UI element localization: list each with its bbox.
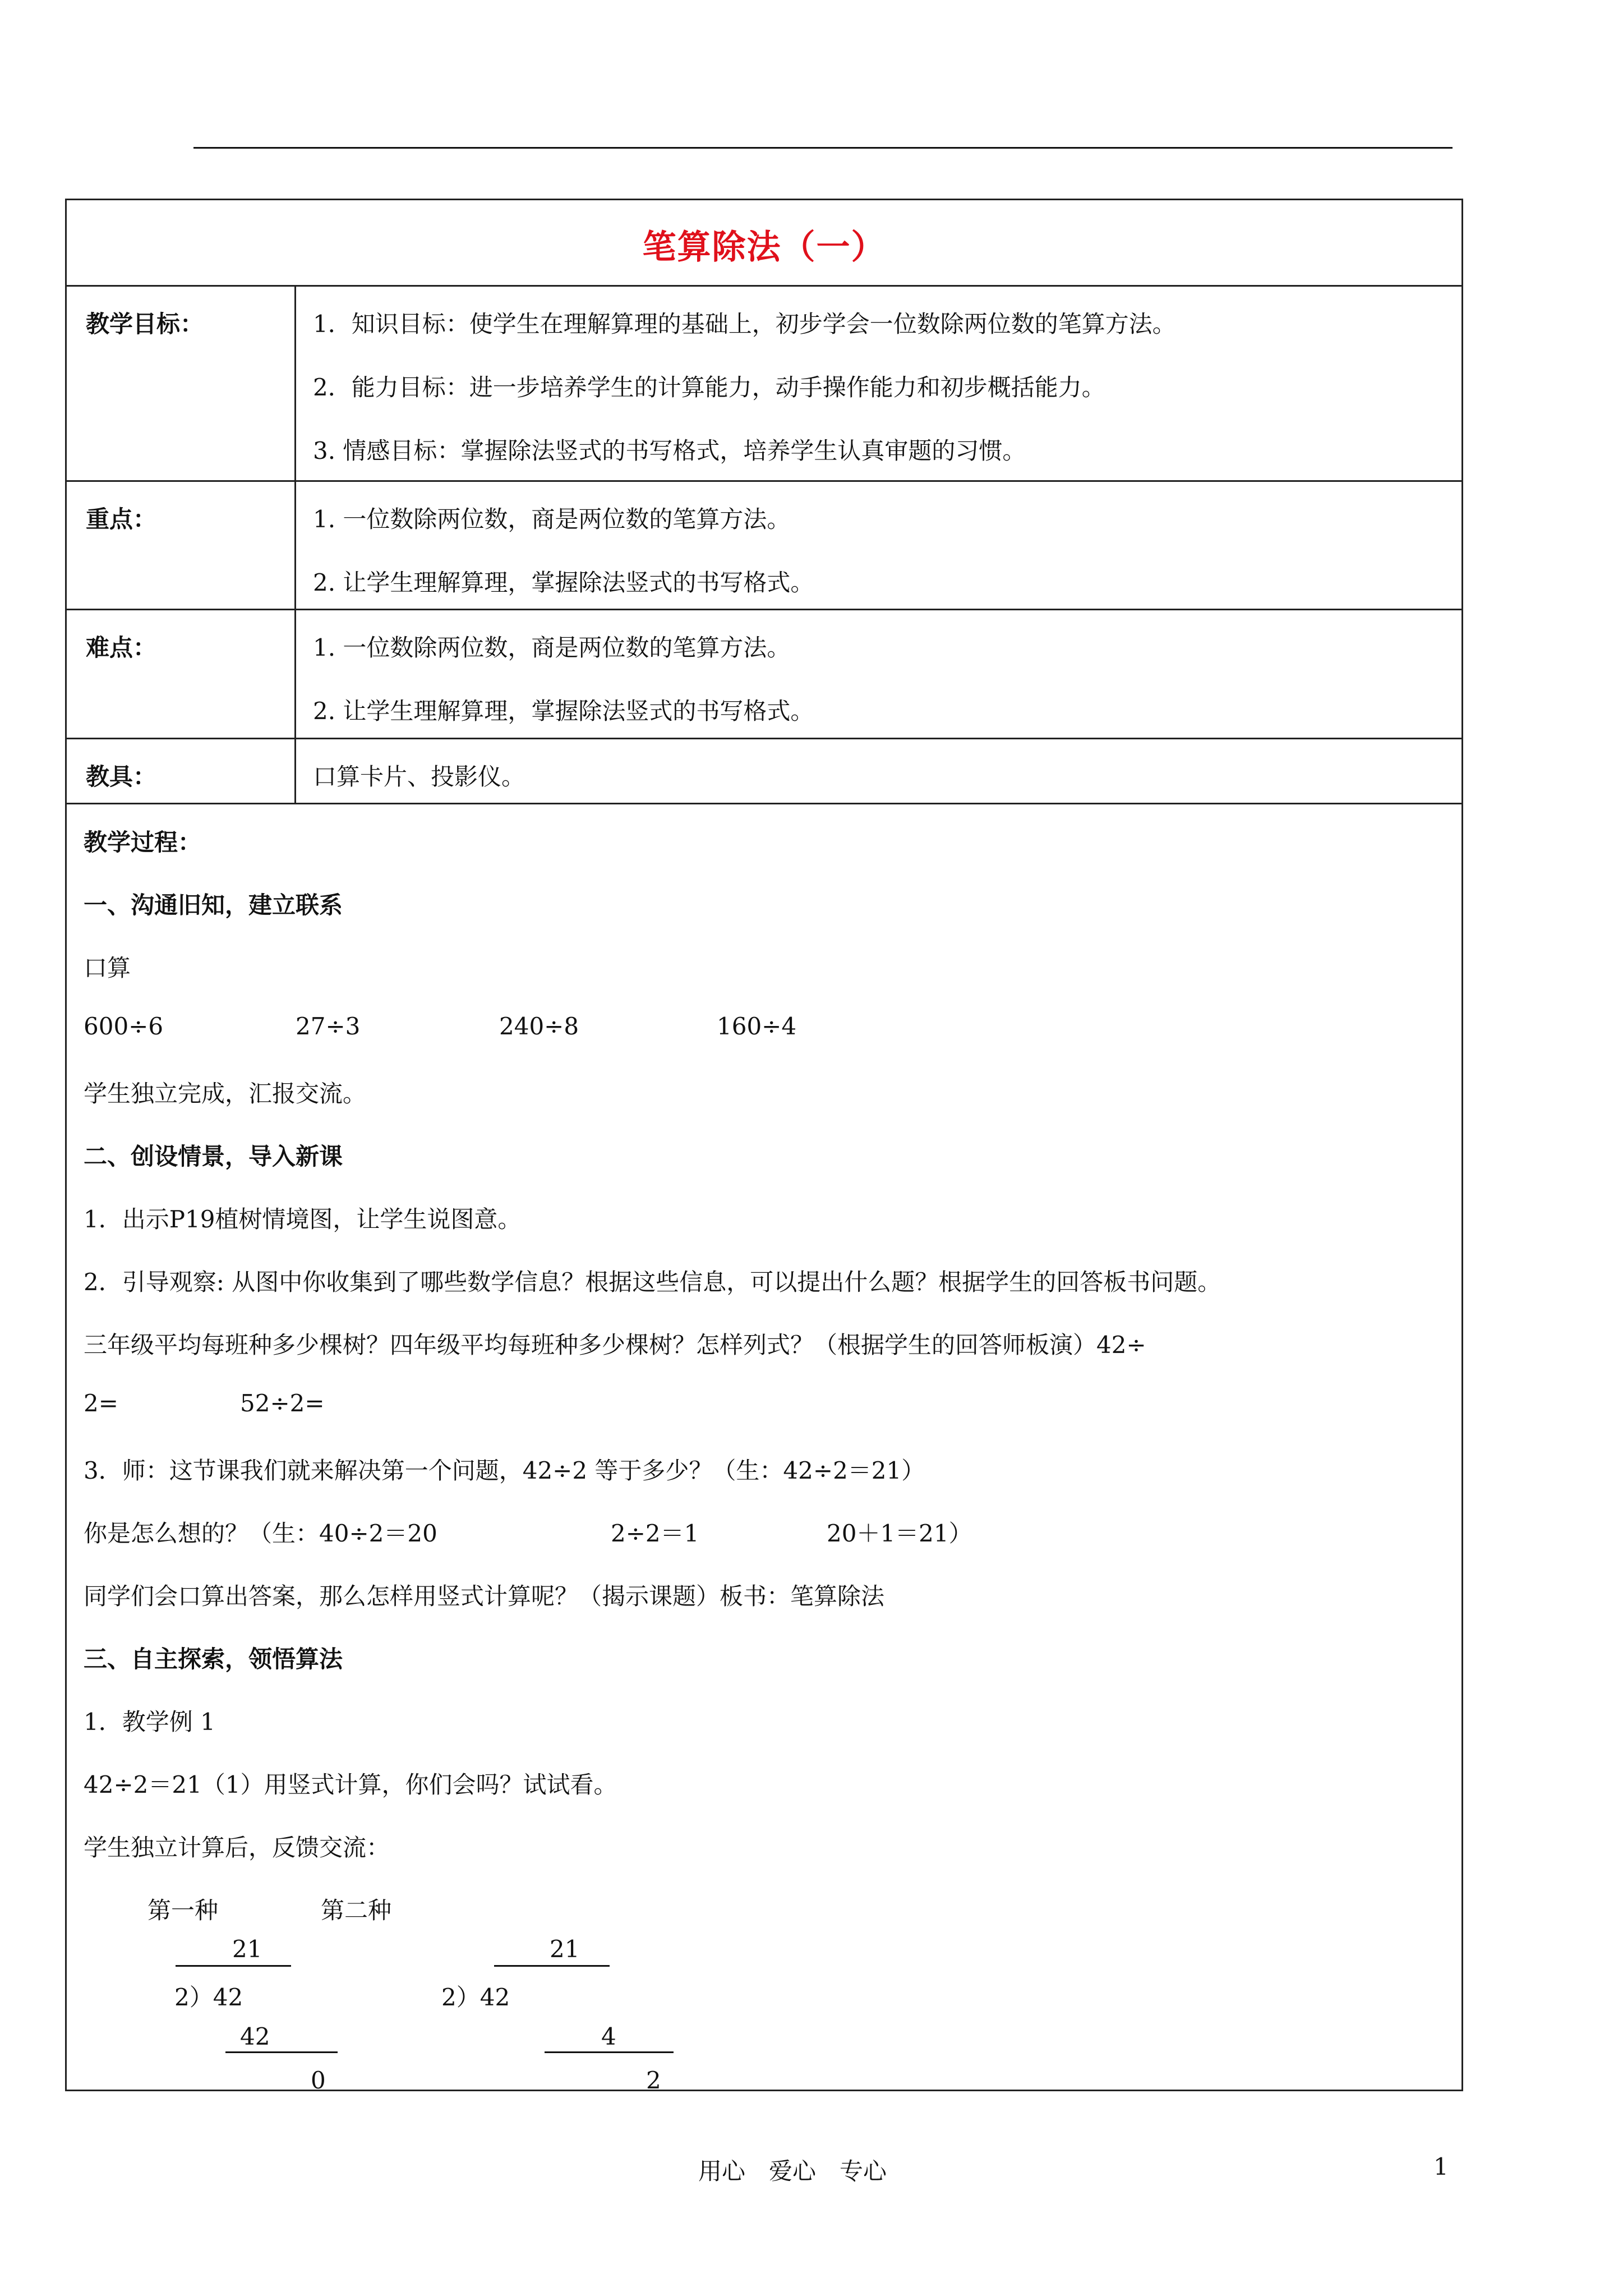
objective-item: 3. 情感目标：掌握除法竖式的书写格式，培养学生认真审题的习惯。 <box>313 437 1026 464</box>
paragraph: 同学们会口算出答案，那么怎样用竖式计算呢？（揭示课题）板书：笔算除法 <box>84 1582 885 1610</box>
objectives-label: 教学目标： <box>86 310 204 338</box>
difficulties-content <box>296 610 1461 738</box>
paragraph: 20＋1＝21） <box>827 1520 972 1547</box>
key-points-content <box>296 482 1461 609</box>
process-heading: 教学过程： <box>84 829 202 856</box>
objectives-row <box>67 287 1461 482</box>
paragraph: 三年级平均每班种多少棵树？四年级平均每班种多少棵树？怎样列式？（根据学生的回答师板演）42÷ <box>84 1331 1146 1359</box>
paragraph: 2= <box>84 1389 118 1417</box>
exercise-item: 160÷4 <box>717 1013 797 1040</box>
paragraph: 52÷2= <box>240 1389 325 1417</box>
subtraction-line <box>545 2051 674 2053</box>
key-points-row <box>67 482 1461 610</box>
dividend-line: 2）42 <box>174 1984 243 2011</box>
paragraph: 你是怎么想的？（生：40÷2＝20 <box>84 1520 437 1547</box>
paragraph: 1．教学例 1 <box>84 1708 215 1736</box>
difficulty-item: 2. 让学生理解算理，掌握除法竖式的书写格式。 <box>313 697 814 725</box>
division-bar <box>494 1965 610 1967</box>
paragraph: 学生独立计算后，反馈交流： <box>84 1834 390 1861</box>
method-label: 第二种 <box>321 1897 392 1924</box>
key-point-item: 2. 让学生理解算理，掌握除法竖式的书写格式。 <box>313 569 814 596</box>
paragraph: 1．出示P19植树情境图，让学生说图意。 <box>84 1205 522 1233</box>
page-number: 1 <box>1433 2153 1449 2180</box>
footer-motto: 用心 爱心 专心 <box>698 2157 887 2185</box>
tools-row <box>67 739 1461 804</box>
difficulties-label: 难点： <box>86 634 157 661</box>
quotient: 21 <box>550 1935 580 1963</box>
title-row <box>67 200 1461 287</box>
tools-text: 口算卡片、投影仪。 <box>313 763 525 790</box>
product: 4 <box>601 2023 616 2050</box>
tools-content <box>296 739 1461 803</box>
lesson-plan-table <box>65 199 1463 2094</box>
header-rule <box>193 147 1453 149</box>
page-title: 笔算除法（一） <box>642 228 886 267</box>
product: 42 <box>240 2023 270 2050</box>
teaching-process <box>67 804 1461 2094</box>
exercise-item: 240÷8 <box>499 1013 579 1040</box>
paragraph: 42÷2＝21（1）用竖式计算，你们会吗？试试看。 <box>84 1771 617 1798</box>
paragraph: 学生独立完成，汇报交流。 <box>84 1080 367 1107</box>
division-bar <box>176 1965 291 1967</box>
objectives-content <box>296 287 1461 480</box>
section-heading: 二、创设情景，导入新课 <box>84 1143 343 1170</box>
dividend-line: 2）42 <box>441 1984 510 2011</box>
paragraph: 3．师：这节课我们就来解决第一个问题，42÷2 等于多少？（生：42÷2＝21） <box>84 1457 925 1484</box>
objective-item: 2．能力目标：进一步培养学生的计算能力，动手操作能力和初步概括能力。 <box>313 374 1105 401</box>
tools-label-cell <box>67 739 296 803</box>
remainder: 0 <box>311 2067 326 2094</box>
method-label: 第一种 <box>147 1897 219 1924</box>
remainder: 2 <box>646 2067 661 2094</box>
difficulties-row <box>67 610 1461 739</box>
section-heading: 三、自主探索，领悟算法 <box>84 1645 343 1673</box>
paragraph: 2．引导观察: 从图中你收集到了哪些数学信息？根据这些信息，可以提出什么题？根据学生的回答板书问题。 <box>84 1268 1221 1296</box>
quotient: 21 <box>232 1935 262 1963</box>
key-points-label: 重点： <box>86 505 157 533</box>
paragraph: 2÷2＝1 <box>611 1520 699 1547</box>
key-points-label-cell <box>67 482 296 609</box>
difficulty-item: 1. 一位数除两位数，商是两位数的笔算方法。 <box>313 634 791 661</box>
section-heading: 一、沟通旧知，建立联系 <box>84 891 343 919</box>
exercise-item: 27÷3 <box>296 1013 361 1040</box>
objective-item: 1．知识目标：使学生在理解算理的基础上，初步学会一位数除两位数的笔算方法。 <box>313 310 1176 338</box>
key-point-item: 1. 一位数除两位数，商是两位数的笔算方法。 <box>313 505 791 533</box>
subtraction-line <box>225 2051 338 2053</box>
oral-label: 口算 <box>84 954 131 982</box>
tools-label: 教具： <box>86 763 157 790</box>
difficulties-label-cell <box>67 610 296 738</box>
exercise-item: 600÷6 <box>84 1013 164 1040</box>
objectives-label-cell <box>67 287 296 480</box>
